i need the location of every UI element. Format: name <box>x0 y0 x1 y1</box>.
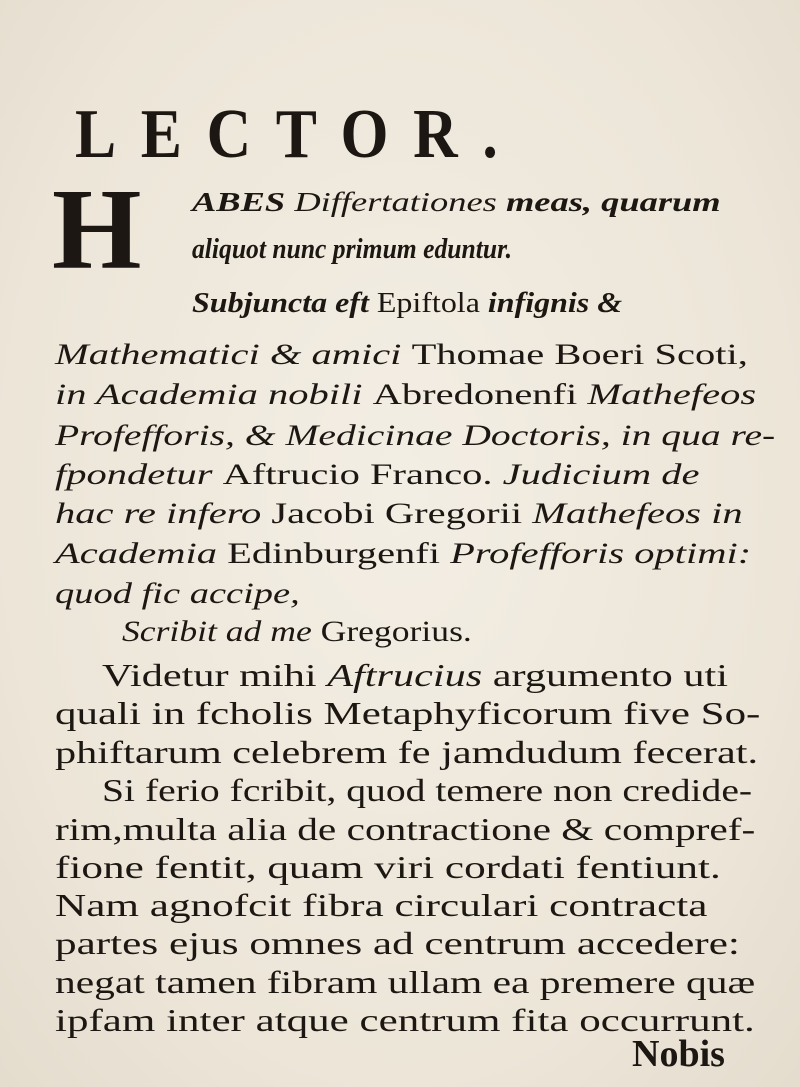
text-segment: Gregorius. <box>320 615 472 648</box>
text-segment: quali in fcholis Metaphyficorum five So- <box>55 695 761 731</box>
drop-cap-letter: H <box>52 166 140 293</box>
text-line <box>122 612 472 652</box>
text-segment: argumento uti <box>492 657 728 693</box>
text-line <box>55 923 740 963</box>
text-line <box>102 655 728 695</box>
text-segment: Academia <box>55 537 228 570</box>
text-segment: Differtationes <box>294 187 506 217</box>
text-line <box>102 770 752 810</box>
text-segment: quod fic accipe, <box>55 577 300 610</box>
text-line <box>55 375 756 415</box>
text-segment: Edinburgenfi <box>227 537 451 570</box>
text-segment: rim,multa alia de contractione & compref- <box>55 811 756 847</box>
text-segment: fpondetur <box>55 458 223 491</box>
text-line <box>55 809 755 849</box>
text-segment: Scribit ad me <box>122 615 321 648</box>
text-segment: in Academia nobili <box>55 378 373 411</box>
text-line <box>55 962 755 1002</box>
text-segment: Profefforis, & Medicinae Doctoris, in qua re- <box>55 419 776 452</box>
text-segment: Aftrucius <box>327 657 493 693</box>
text-segment: ipfam inter atque centrum fita occurrunt. <box>55 1002 755 1038</box>
text-segment: aliquot nunc primum eduntur. <box>192 234 513 265</box>
text-segment: Mathefeos <box>587 378 757 411</box>
text-segment: Abredonenfi <box>372 378 588 411</box>
text-line <box>55 416 775 456</box>
text-line <box>55 574 300 614</box>
text-line <box>55 693 760 733</box>
text-line <box>192 283 622 323</box>
text-segment: partes ejus omnes ad centrum accedere: <box>55 925 740 961</box>
text-line <box>192 182 721 222</box>
text-segment: ABES <box>192 187 295 217</box>
text-segment: infignis & <box>487 287 623 319</box>
text-segment: negat tamen fibram ullam ea premere quæ <box>55 964 756 1000</box>
text-line <box>55 534 751 574</box>
text-segment: Si ferio fcribit, quod temere non credide- <box>102 772 753 808</box>
text-segment: Mathefeos in <box>532 497 743 530</box>
text-segment: meas, quarum <box>505 187 721 217</box>
text-segment: Jacobi Gregorii <box>271 497 533 530</box>
text-segment: hac re infero <box>55 497 272 530</box>
text-line <box>55 335 748 375</box>
text-line <box>55 732 758 772</box>
text-segment: Judicium de <box>502 458 700 491</box>
text-segment: fione fentit, quam viri cordati fentiunt. <box>55 849 721 885</box>
text-line <box>55 455 699 495</box>
text-segment: Subjuncta eft <box>192 287 377 319</box>
text-segment: phiftarum celebrem fe jamdudum fecerat. <box>55 734 759 770</box>
text-line <box>192 230 512 270</box>
text-line <box>55 847 721 887</box>
text-segment: Nam agnofcit fibra circulari contracta <box>55 887 708 923</box>
text-segment: Profefforis optimi: <box>450 537 752 570</box>
text-segment: Mathematici & amici <box>55 338 412 371</box>
text-line <box>55 885 707 925</box>
text-segment: Videtur mihi <box>102 657 328 693</box>
catchword: Nobis <box>632 1033 725 1075</box>
text-segment: Thomae Boeri Scoti, <box>411 338 748 371</box>
text-segment: Epiftola <box>376 287 488 319</box>
text-line <box>55 494 743 534</box>
text-segment: Aftrucio Franco. <box>222 458 503 491</box>
page-heading: LECTOR. <box>75 96 523 173</box>
